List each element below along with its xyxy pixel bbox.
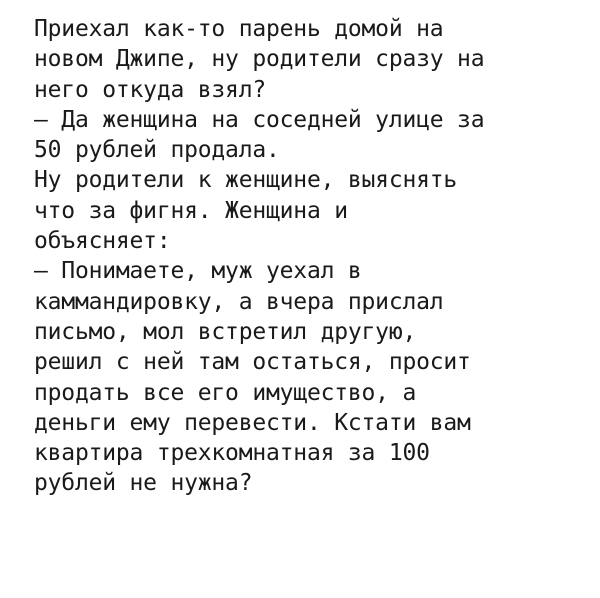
text-line: квартира трехкомнатная за 100	[34, 440, 430, 467]
text-line: каммандировку, а вчера прислал	[34, 288, 444, 315]
text-line: 50 рублей продала.	[34, 137, 280, 164]
text-line: объясняет:	[34, 228, 171, 255]
text-line: письмо, мол встретил другую,	[34, 318, 417, 345]
text-line: Приехал как-то парень домой на	[34, 16, 444, 42]
text-line: продать все его имущество, а	[34, 379, 417, 406]
text-line: — Да женщина на соседней улице за	[34, 106, 485, 133]
text-line: что за фигня. Женщина и	[34, 197, 348, 224]
text-line: него откуда взял?	[34, 76, 267, 103]
text-line: Ну родители к женщине, выяснять	[34, 167, 458, 194]
text-line: рублей не нужна?	[34, 470, 253, 497]
text-line: новом Джипе, ну родители сразу на	[34, 46, 485, 73]
text-line: — Понимаете, муж уехал в	[34, 258, 362, 285]
joke-text	[34, 14, 594, 499]
text-line: деньги ему перевести. Кстати вам	[34, 409, 471, 436]
text-line: решил с ней там остаться, просит	[34, 349, 471, 376]
